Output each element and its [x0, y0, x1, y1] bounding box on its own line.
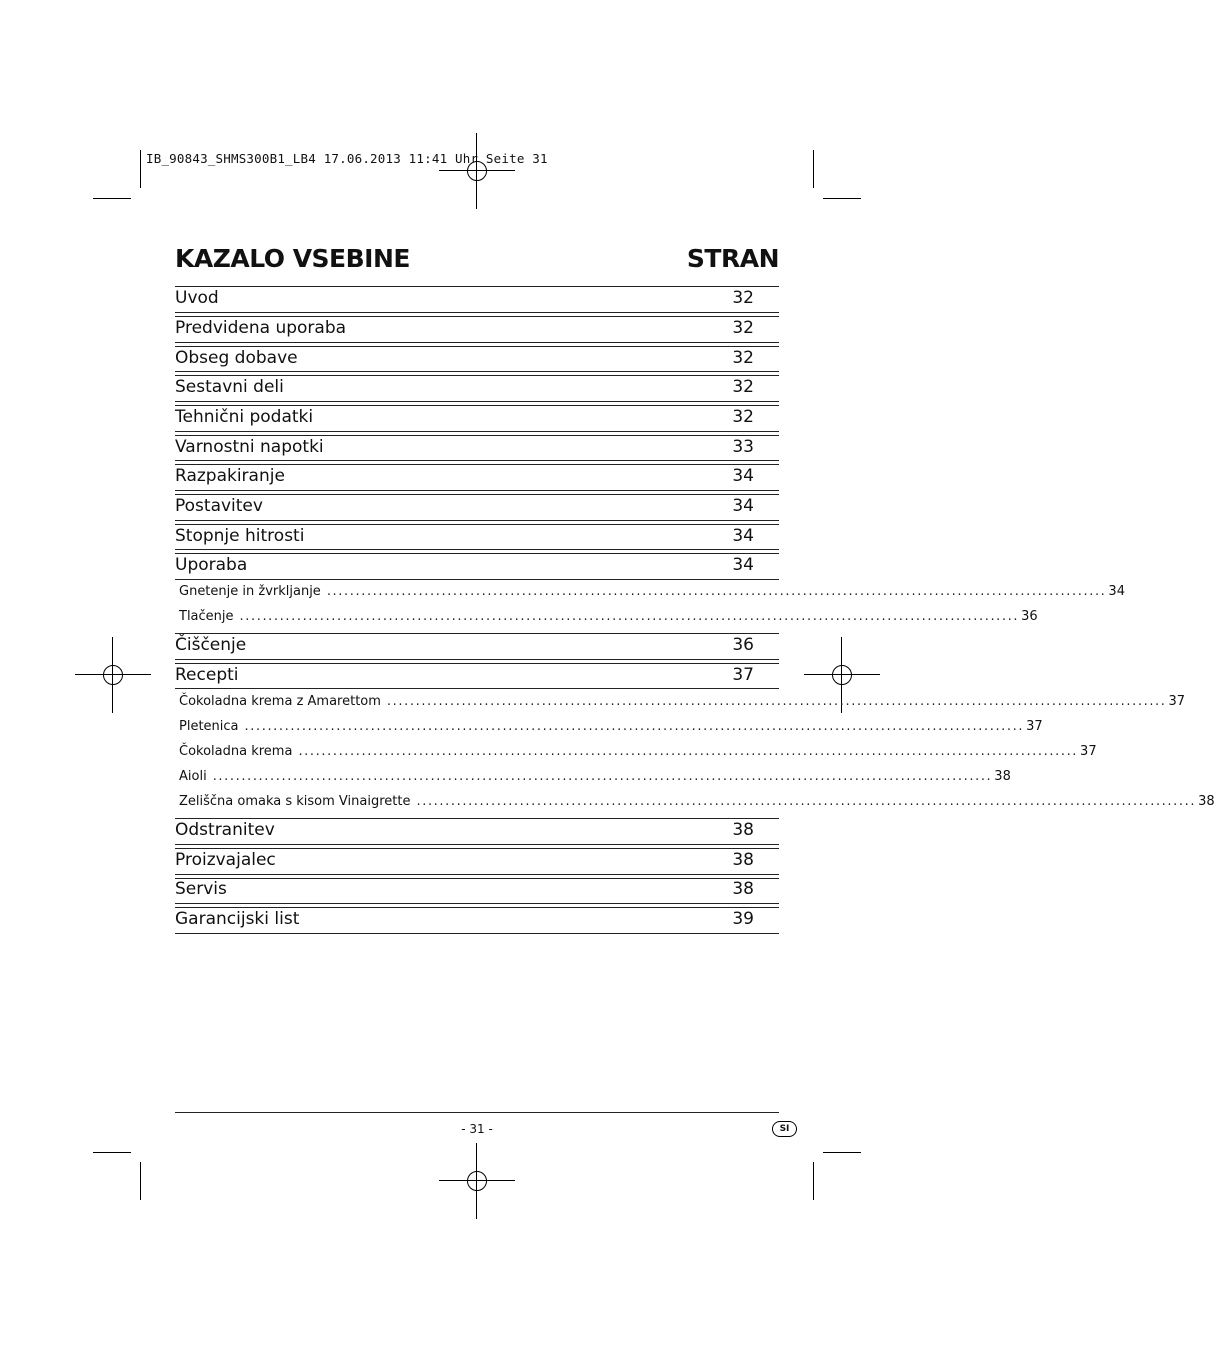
toc-subentry-label: Gnetenje in žvrkljanje	[179, 584, 321, 599]
toc-subentry	[179, 719, 1043, 734]
toc-subentry	[179, 584, 1125, 599]
divider	[175, 844, 779, 845]
toc-entry-label: Servis	[175, 879, 227, 899]
toc-entry-page: 39	[732, 909, 754, 929]
toc-subentry-label: Zeliščna omaka s kisom Vinaigrette	[179, 794, 411, 809]
toc-entry	[175, 635, 754, 655]
toc-entry-label: Varnostni napotki	[175, 437, 324, 457]
toc-entry-page: 32	[732, 318, 754, 338]
divider	[175, 431, 779, 432]
page-title: KAZALO VSEBINE	[175, 244, 410, 273]
dot-leader: ........................................................................................................................................	[386, 694, 1167, 709]
crop-mark	[93, 198, 131, 199]
toc-entry	[175, 407, 754, 427]
toc-entry-label: Stopnje hitrosti	[175, 526, 305, 546]
divider	[175, 460, 779, 461]
toc-entry-label: Odstranitev	[175, 820, 275, 840]
divider	[175, 371, 779, 372]
divider	[175, 659, 779, 660]
toc-entry	[175, 850, 754, 870]
toc-entry	[175, 879, 754, 899]
divider	[175, 312, 779, 313]
crop-mark	[140, 1162, 141, 1200]
print-slug: IB_90843_SHMS300B1_LB4 17.06.2013 11:41 Uhr Seite 31	[146, 151, 548, 166]
toc-entry-page: 33	[732, 437, 754, 457]
divider	[175, 848, 779, 849]
crop-mark	[823, 198, 861, 199]
toc-entry-label: Proizvajalec	[175, 850, 276, 870]
language-badge: SI	[772, 1121, 797, 1137]
registration-mark-icon	[75, 637, 151, 713]
divider	[175, 494, 779, 495]
divider	[175, 375, 779, 376]
divider	[175, 342, 779, 343]
toc-subentry	[179, 694, 1186, 709]
crop-mark	[93, 1152, 131, 1153]
toc-subentry-label: Čokoladna krema z Amarettom	[179, 694, 381, 709]
toc-subentry	[179, 744, 1097, 759]
toc-subentry-label: Tlačenje	[179, 609, 234, 624]
divider	[175, 579, 779, 580]
toc-entry	[175, 526, 754, 546]
divider	[175, 907, 779, 908]
toc-subentry-page: 34	[1108, 584, 1125, 599]
divider	[175, 818, 779, 819]
toc-entry-label: Garancijski list	[175, 909, 300, 929]
toc-entry	[175, 348, 754, 368]
toc-entry-page: 37	[732, 665, 754, 685]
toc-entry-page: 38	[732, 820, 754, 840]
divider	[175, 520, 779, 521]
toc-subentry	[179, 794, 1215, 809]
registration-mark-icon	[439, 1143, 515, 1219]
toc-subentry-page: 36	[1021, 609, 1038, 624]
toc-entry-label: Postavitev	[175, 496, 263, 516]
toc-entry	[175, 820, 754, 840]
toc-entry-page: 32	[732, 348, 754, 368]
toc-subentry-page: 37	[1168, 694, 1186, 709]
divider	[175, 633, 779, 634]
dot-leader: ........................................................................................................................................	[416, 794, 1197, 809]
toc-subentry-label: Čokoladna krema	[179, 744, 293, 759]
page-number: - 31 -	[461, 1122, 493, 1136]
divider	[175, 464, 779, 465]
footer-divider	[175, 1112, 779, 1113]
divider	[175, 874, 779, 875]
toc-entry-page: 34	[732, 555, 754, 575]
divider	[175, 903, 779, 904]
registration-mark-icon	[439, 133, 515, 209]
page-column-title: STRAN	[686, 244, 779, 273]
crop-mark	[140, 150, 141, 188]
toc-entry-label: Uporaba	[175, 555, 248, 575]
toc-entry-label: Predvidena uporaba	[175, 318, 347, 338]
toc-subentry-page: 38	[994, 769, 1011, 784]
toc-entry	[175, 437, 754, 457]
toc-entry-label: Sestavni deli	[175, 377, 284, 397]
toc-subentry	[179, 769, 1011, 784]
toc-subentry	[179, 609, 1038, 624]
toc-entry-page: 32	[732, 407, 754, 427]
toc-entry	[175, 288, 754, 308]
toc-entry-page: 38	[732, 850, 754, 870]
toc-subentry-label: Pletenica	[179, 719, 239, 734]
crop-mark	[823, 1152, 861, 1153]
toc-entry	[175, 318, 754, 338]
divider	[175, 549, 779, 550]
divider	[175, 316, 779, 317]
dot-leader: ........................................................................................................................................	[212, 769, 993, 784]
toc-entry-page: 34	[732, 496, 754, 516]
toc-entry-page: 38	[732, 879, 754, 899]
divider	[175, 933, 779, 934]
crop-mark	[813, 150, 814, 188]
crop-mark	[813, 1162, 814, 1200]
toc-subentry-page: 37	[1080, 744, 1097, 759]
divider	[175, 524, 779, 525]
divider	[175, 286, 779, 287]
dot-leader: ........................................................................................................................................	[244, 719, 1025, 734]
toc-subentry-label: Aioli	[179, 769, 207, 784]
toc-entry-label: Čiščenje	[175, 635, 247, 655]
toc-entry-label: Tehnični podatki	[175, 407, 314, 427]
toc-entry	[175, 909, 754, 929]
toc-entry-label: Obseg dobave	[175, 348, 298, 368]
toc-entry	[175, 555, 754, 575]
divider	[175, 346, 779, 347]
divider	[175, 490, 779, 491]
toc-entry	[175, 665, 754, 685]
divider	[175, 663, 779, 664]
toc-entry-label: Uvod	[175, 288, 219, 308]
toc-entry	[175, 496, 754, 516]
divider	[175, 688, 779, 689]
toc-subentry-page: 37	[1026, 719, 1043, 734]
divider	[175, 553, 779, 554]
toc-entry-page: 36	[732, 635, 754, 655]
toc-entry-page: 34	[732, 466, 754, 486]
divider	[175, 405, 779, 406]
toc-heading	[175, 244, 779, 273]
toc-entry-label: Recepti	[175, 665, 239, 685]
toc-entry-label: Razpakiranje	[175, 466, 285, 486]
toc-subentry-page: 38	[1198, 794, 1215, 809]
divider	[175, 435, 779, 436]
toc-entry	[175, 466, 754, 486]
toc-entry-page: 32	[732, 377, 754, 397]
dot-leader: ........................................................................................................................................	[239, 609, 1020, 624]
toc-entry-page: 32	[732, 288, 754, 308]
dot-leader: ........................................................................................................................................	[298, 744, 1079, 759]
toc-entry	[175, 377, 754, 397]
divider	[175, 401, 779, 402]
dot-leader: ........................................................................................................................................	[326, 584, 1107, 599]
toc-entry-page: 34	[732, 526, 754, 546]
